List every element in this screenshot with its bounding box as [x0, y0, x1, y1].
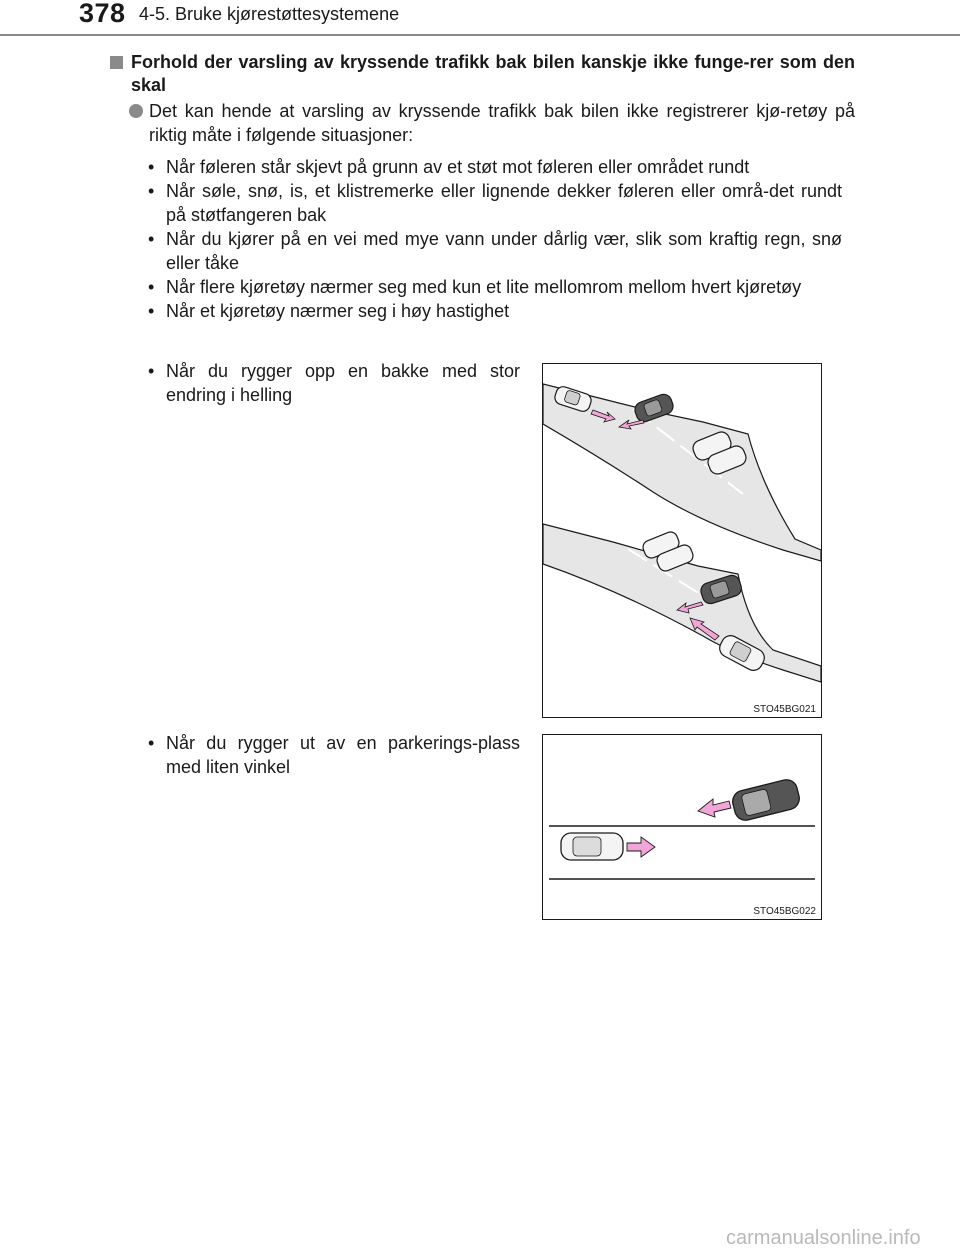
parking-angle-illustration [542, 734, 822, 920]
header-rule [0, 34, 960, 36]
chapter-title: 4-5. Bruke kjørestøttesystemene [139, 4, 400, 24]
square-bullet-icon [110, 56, 123, 69]
page-header [0, 0, 960, 40]
section-heading-text: Forhold der varsling av kryssende trafikk bak bilen kanskje ikke funge-rer som den skal [131, 52, 855, 95]
list-item: • Når et kjøretøy nærmer seg i høy hastighet [148, 299, 842, 323]
figure2-caption-list [148, 731, 520, 779]
watermark: carmanualsonline.info [726, 1227, 921, 1249]
figure2-code: STO45BG022 [753, 906, 816, 917]
figure2-caption: • Når du rygger ut av en parkerings-plass med liten vinkel [148, 731, 520, 779]
page-number: 378 [79, 0, 126, 28]
car-icon [730, 777, 801, 822]
intro-text: Det kan hende at varsling av kryssende trafikk bak bilen ikke registrerer kjø-retøy på riktig måte i følgende situasjoner: [149, 101, 855, 145]
list-item: • Når føleren står skjevt på grunn av et støt mot føleren eller området rundt [148, 155, 842, 179]
list-item: • Når søle, snø, is, et klistremerke eller lignende dekker føleren eller områ-det rundt på støtfangeren bak [148, 179, 842, 227]
figure1-caption: • Når du rygger opp en bakke med stor endring i helling [148, 359, 520, 407]
section-heading [110, 51, 855, 97]
intro-bullet [129, 99, 855, 147]
circle-bullet-icon [129, 104, 143, 118]
car-icon [561, 833, 623, 860]
figure1-code: STO45BG021 [753, 704, 816, 715]
figure1-caption-list [148, 359, 520, 407]
hill-reversing-illustration [542, 363, 822, 718]
list-item: • Når flere kjøretøy nærmer seg med kun et lite mellomrom mellom hvert kjøretøy [148, 275, 842, 299]
situation-list [148, 155, 842, 323]
parking-illustration-svg [543, 735, 821, 919]
list-item: • Når du kjører på en vei med mye vann under dårlig vær, slik som kraftig regn, snø eller tåke [148, 227, 842, 275]
hill-illustration-svg [543, 364, 821, 717]
